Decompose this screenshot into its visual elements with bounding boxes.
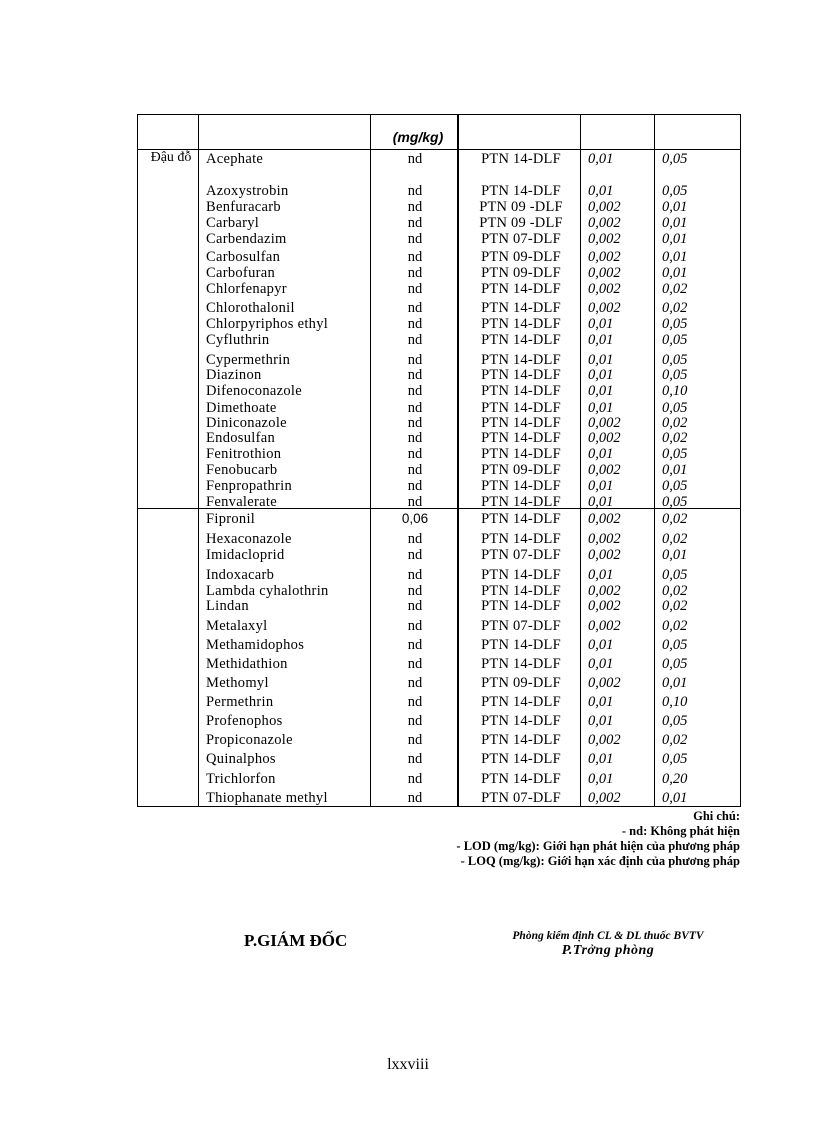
result-value: nd [407, 790, 423, 806]
pesticide-name: Metalaxyl [206, 618, 268, 634]
result-value: nd [407, 751, 423, 767]
lod-value: 0,01 [588, 400, 614, 416]
note-loq: - LOQ (mg/kg): Giới hạn xác định của phương pháp [460, 854, 740, 868]
test-method: PTN 09-DLF [481, 249, 561, 265]
test-method: PTN 09-DLF [481, 462, 561, 478]
test-method: PTN 14-DLF [481, 598, 561, 614]
loq-value: 0,05 [662, 713, 688, 729]
result-value: nd [407, 231, 423, 247]
test-method: PTN 14-DLF [481, 531, 561, 547]
table-row [138, 637, 742, 653]
loq-value: 0,05 [662, 151, 688, 167]
test-method: PTN 14-DLF [481, 511, 561, 527]
result-value: nd [407, 383, 423, 399]
pesticide-name: Propiconazole [206, 732, 293, 748]
table-row [138, 352, 742, 368]
table-row [138, 675, 742, 691]
test-method: PTN 14-DLF [481, 383, 561, 399]
table-row [138, 415, 742, 431]
group-label: Đậu đỗ [150, 150, 192, 165]
pesticide-name: Chlorpyriphos ethyl [206, 316, 329, 332]
loq-value: 0,20 [662, 771, 688, 787]
test-method: PTN 14-DLF [481, 583, 561, 599]
loq-value: 0,05 [662, 316, 688, 332]
pesticide-name: Chlorothalonil [206, 300, 295, 316]
lod-value: 0,01 [588, 367, 614, 383]
table-row [138, 462, 742, 478]
lod-value: 0,01 [588, 446, 614, 462]
lod-value: 0,002 [588, 281, 621, 297]
lod-value: 0,002 [588, 618, 621, 634]
result-value: nd [407, 694, 423, 710]
lod-value: 0,002 [588, 415, 621, 431]
result-value: nd [407, 547, 423, 563]
loq-value: 0,02 [662, 300, 688, 316]
loq-value: 0,02 [662, 281, 688, 297]
pesticide-name: Trichlorfon [206, 771, 276, 787]
loq-value: 0,02 [662, 415, 688, 431]
note-nd: - nd: Không phát hiện [621, 824, 740, 838]
page-number: lxxviii [387, 1056, 429, 1073]
result-value: nd [407, 494, 423, 510]
test-method: PTN 14-DLF [481, 300, 561, 316]
pesticide-name: Profenophos [206, 713, 283, 729]
table-row [138, 618, 742, 634]
test-method: PTN 07-DLF [481, 231, 561, 247]
pesticide-name: Permethrin [206, 694, 274, 710]
pesticide-name: Fipronil [206, 511, 256, 527]
result-value: nd [407, 151, 423, 167]
test-method: PTN 09-DLF [481, 675, 561, 691]
test-method: PTN 14-DLF [481, 656, 561, 672]
result-value: nd [407, 618, 423, 634]
note-lod: - LOD (mg/kg): Giới hạn phát hiện của phương pháp [456, 839, 740, 853]
loq-value: 0,01 [662, 249, 688, 265]
pesticide-name: Carbofuran [206, 265, 276, 281]
table-row [138, 300, 742, 316]
table-row [138, 183, 742, 199]
loq-value: 0,10 [662, 694, 688, 710]
table-row [138, 199, 742, 215]
lod-value: 0,002 [588, 547, 621, 563]
table-row [138, 430, 742, 446]
department-signature [478, 929, 738, 959]
test-method: PTN 14-DLF [481, 478, 561, 494]
loq-value: 0,05 [662, 352, 688, 368]
table-row [138, 316, 742, 332]
table-row [138, 531, 742, 547]
result-value: nd [407, 430, 423, 446]
loq-value: 0,05 [662, 400, 688, 416]
lod-value: 0,01 [588, 383, 614, 399]
table-row [138, 751, 742, 767]
result-value: nd [407, 183, 423, 199]
loq-value: 0,05 [662, 478, 688, 494]
lod-value: 0,002 [588, 583, 621, 599]
lod-value: 0,01 [588, 694, 614, 710]
result-value: nd [407, 265, 423, 281]
table-row [138, 383, 742, 399]
department-head: P.Trởng phòng [561, 943, 655, 958]
test-method: PTN 07-DLF [481, 618, 561, 634]
lod-value: 0,002 [588, 430, 621, 446]
table-row [138, 265, 742, 281]
test-method: PTN 14-DLF [481, 316, 561, 332]
lod-value: 0,01 [588, 151, 614, 167]
lod-value: 0,01 [588, 183, 614, 199]
test-method: PTN 14-DLF [481, 494, 561, 510]
table-row [138, 446, 742, 462]
test-method: PTN 14-DLF [481, 567, 561, 583]
test-method: PTN 14-DLF [481, 367, 561, 383]
lod-value: 0,002 [588, 249, 621, 265]
loq-value: 0,10 [662, 383, 688, 399]
test-method: PTN 14-DLF [481, 751, 561, 767]
table-row [138, 694, 742, 710]
pesticide-name: Fenitrothion [206, 446, 282, 462]
pesticide-name: Difenoconazole [206, 383, 302, 399]
pesticide-name: Acephate [206, 151, 264, 167]
lod-value: 0,002 [588, 790, 621, 806]
test-method: PTN 14-DLF [481, 352, 561, 368]
loq-value: 0,02 [662, 732, 688, 748]
result-value: nd [407, 316, 423, 332]
loq-value: 0,05 [662, 637, 688, 653]
lod-value: 0,01 [588, 478, 614, 494]
pesticide-name: Lambda cyhalothrin [206, 583, 329, 599]
pesticide-name: Fenpropathrin [206, 478, 293, 494]
loq-value: 0,05 [662, 183, 688, 199]
table-row [138, 494, 742, 510]
table-row [138, 249, 742, 265]
pesticide-name: Thiophanate methyl [206, 790, 328, 806]
test-method: PTN 07-DLF [481, 790, 561, 806]
lod-value: 0,01 [588, 656, 614, 672]
test-method: PTN 14-DLF [481, 713, 561, 729]
test-method: PTN 07-DLF [481, 547, 561, 563]
lod-value: 0,01 [588, 332, 614, 348]
loq-value: 0,05 [662, 656, 688, 672]
result-value: nd [407, 598, 423, 614]
pesticide-name: Azoxystrobin [206, 183, 289, 199]
table-row [138, 547, 742, 563]
lod-value: 0,01 [588, 316, 614, 332]
loq-value: 0,02 [662, 618, 688, 634]
loq-value: 0,01 [662, 790, 688, 806]
pesticide-name: Chlorfenapyr [206, 281, 287, 297]
loq-value: 0,02 [662, 583, 688, 599]
result-value: nd [407, 531, 423, 547]
loq-value: 0,01 [662, 215, 688, 231]
table-row [138, 151, 742, 167]
lod-value: 0,002 [588, 511, 621, 527]
loq-value: 0,01 [662, 462, 688, 478]
pesticide-name: Fenobucarb [206, 462, 278, 478]
result-value: nd [407, 583, 423, 599]
lod-value: 0,002 [588, 231, 621, 247]
test-method: PTN 09-DLF [481, 265, 561, 281]
result-value: nd [407, 352, 423, 368]
test-method: PTN 14-DLF [481, 183, 561, 199]
pesticide-name: Methamidophos [206, 637, 305, 653]
header-divider [138, 149, 740, 150]
notes [456, 809, 740, 869]
table-row [138, 771, 742, 787]
loq-value: 0,05 [662, 751, 688, 767]
result-value: nd [407, 675, 423, 691]
table-row [138, 732, 742, 748]
table-row [138, 656, 742, 672]
test-method: PTN 14-DLF [481, 400, 561, 416]
lod-value: 0,01 [588, 751, 614, 767]
results-table [137, 114, 741, 807]
lod-value: 0,002 [588, 675, 621, 691]
result-value: nd [407, 732, 423, 748]
unit-header: (mg/kg) [392, 129, 444, 145]
loq-value: 0,01 [662, 265, 688, 281]
table-row [138, 332, 742, 348]
pesticide-name: Fenvalerate [206, 494, 277, 510]
pesticide-name: Carbosulfan [206, 249, 281, 265]
lod-value: 0,002 [588, 300, 621, 316]
lod-value: 0,002 [588, 199, 621, 215]
loq-value: 0,01 [662, 231, 688, 247]
pesticide-name: Carbaryl [206, 215, 260, 231]
lod-value: 0,002 [588, 462, 621, 478]
director-signature: P.GIÁM ĐỐC [244, 931, 348, 950]
pesticide-name: Diazinon [206, 367, 262, 383]
test-method: PTN 14-DLF [481, 281, 561, 297]
loq-value: 0,01 [662, 675, 688, 691]
result-value: nd [407, 656, 423, 672]
pesticide-name: Imidacloprid [206, 547, 285, 563]
loq-value: 0,02 [662, 598, 688, 614]
loq-value: 0,02 [662, 430, 688, 446]
table-row [138, 231, 742, 247]
table-row [138, 367, 742, 383]
result-value: nd [407, 332, 423, 348]
test-method: PTN 09 -DLF [479, 199, 563, 215]
lod-value: 0,01 [588, 637, 614, 653]
pesticide-name: Carbendazim [206, 231, 287, 247]
test-method: PTN 14-DLF [481, 446, 561, 462]
pesticide-name: Endosulfan [206, 430, 276, 446]
pesticide-name: Lindan [206, 598, 249, 614]
pesticide-name: Dimethoate [206, 400, 277, 416]
test-method: PTN 09 -DLF [479, 215, 563, 231]
result-value: nd [407, 567, 423, 583]
lod-value: 0,002 [588, 732, 621, 748]
result-value: nd [407, 771, 423, 787]
result-value: nd [407, 249, 423, 265]
test-method: PTN 14-DLF [481, 732, 561, 748]
department-name: Phòng kiểm định CL & DL thuốc BVTV [512, 930, 704, 942]
test-method: PTN 14-DLF [481, 771, 561, 787]
result-value: nd [407, 400, 423, 416]
test-method: PTN 14-DLF [481, 430, 561, 446]
loq-value: 0,02 [662, 531, 688, 547]
table-row [138, 583, 742, 599]
notes-title: Ghi chú: [693, 809, 740, 823]
result-value: nd [407, 713, 423, 729]
table-row [138, 598, 742, 614]
table-row [138, 215, 742, 231]
lod-value: 0,002 [588, 531, 621, 547]
test-method: PTN 14-DLF [481, 151, 561, 167]
pesticide-name: Indoxacarb [206, 567, 275, 583]
table-row [138, 713, 742, 729]
test-method: PTN 14-DLF [481, 332, 561, 348]
pesticide-name: Methomyl [206, 675, 269, 691]
lod-value: 0,01 [588, 771, 614, 787]
loq-value: 0,01 [662, 547, 688, 563]
test-method: PTN 14-DLF [481, 637, 561, 653]
loq-value: 0,05 [662, 446, 688, 462]
test-method: PTN 14-DLF [481, 415, 561, 431]
loq-value: 0,05 [662, 332, 688, 348]
lod-value: 0,002 [588, 215, 621, 231]
pesticide-name: Benfuracarb [206, 199, 281, 215]
loq-value: 0,01 [662, 199, 688, 215]
result-value: nd [407, 415, 423, 431]
table-row [138, 478, 742, 494]
loq-value: 0,02 [662, 511, 688, 527]
pesticide-name: Cyfluthrin [206, 332, 270, 348]
result-value: nd [407, 215, 423, 231]
lod-value: 0,01 [588, 567, 614, 583]
loq-value: 0,05 [662, 367, 688, 383]
pesticide-name: Quinalphos [206, 751, 276, 767]
lod-value: 0,002 [588, 598, 621, 614]
test-method: PTN 14-DLF [481, 694, 561, 710]
result-value: nd [407, 367, 423, 383]
pesticide-name: Methidathion [206, 656, 288, 672]
result-value: nd [407, 300, 423, 316]
result-value: nd [407, 446, 423, 462]
lod-value: 0,002 [588, 265, 621, 281]
result-value: nd [407, 637, 423, 653]
table-row [138, 400, 742, 416]
result-value: nd [407, 281, 423, 297]
table-row [138, 281, 742, 297]
lod-value: 0,01 [588, 352, 614, 368]
pesticide-name: Diniconazole [206, 415, 287, 431]
table-row [138, 511, 742, 527]
loq-value: 0,05 [662, 567, 688, 583]
result-value: nd [407, 462, 423, 478]
result-value: nd [407, 199, 423, 215]
pesticide-name: Cypermethrin [206, 352, 291, 368]
result-value: 0,06 [401, 511, 429, 526]
table-row [138, 567, 742, 583]
loq-value: 0,05 [662, 494, 688, 510]
result-value: nd [407, 478, 423, 494]
lod-value: 0,01 [588, 494, 614, 510]
lod-value: 0,01 [588, 713, 614, 729]
table-row [138, 790, 742, 806]
pesticide-name: Hexaconazole [206, 531, 292, 547]
